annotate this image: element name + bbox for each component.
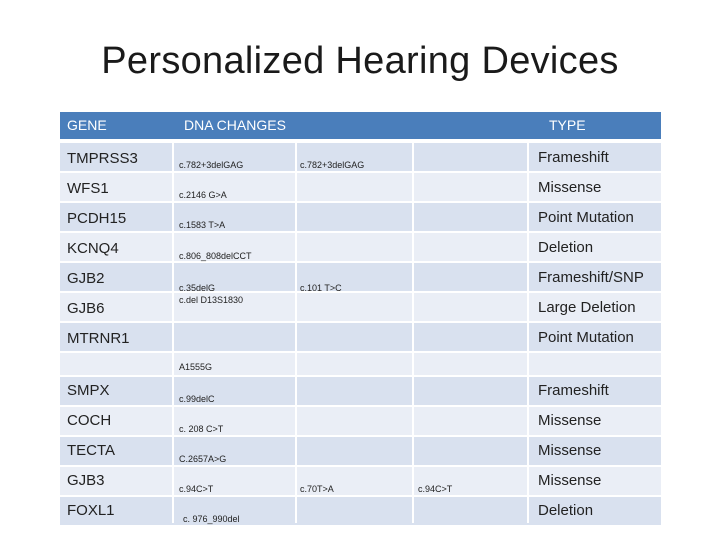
dna-change: C.2657A>G (179, 454, 227, 464)
gene-name: GJB3 (67, 472, 105, 489)
column-divider (172, 141, 174, 523)
mutation-type: Missense (538, 412, 602, 429)
slide-title: Personalized Hearing Devices (101, 40, 619, 82)
gene-name: COCH (67, 412, 112, 429)
mutation-type: Point Mutation (538, 329, 634, 346)
dna-change: c.806_808delCCT (179, 251, 252, 261)
dna-change: c.2146 G>A (179, 190, 227, 200)
dna-change-alt: c.101 T>C (300, 283, 342, 293)
gene-name: TMPRSS3 (67, 150, 138, 167)
gene-name: WFS1 (67, 180, 109, 197)
table-row (60, 351, 661, 375)
mutation-type: Frameshift (538, 382, 609, 399)
dna-change: c.del D13S1830 (179, 295, 244, 305)
gene-name: KCNQ4 (67, 240, 119, 257)
dna-change-alt: c.782+3delGAG (300, 160, 365, 170)
mutation-type: Deletion (538, 502, 594, 519)
column-divider (412, 141, 414, 523)
column-divider (295, 141, 297, 523)
header-dna-changes: DNA CHANGES (184, 117, 286, 133)
gene-name: PCDH15 (67, 210, 127, 227)
mutation-type: Missense (538, 472, 602, 489)
mutation-type: Missense (538, 442, 602, 459)
mutation-type: Point Mutation (538, 209, 634, 226)
mutation-type: Deletion (538, 239, 594, 256)
gene-name: GJB2 (67, 270, 105, 287)
dna-change: c. 208 C>T (179, 424, 224, 434)
gene-name: FOXL1 (67, 502, 115, 519)
dna-change: c.35delG (179, 283, 216, 293)
gene-name: SMPX (67, 382, 110, 399)
mutation-type: Frameshift/SNP (538, 269, 644, 286)
dna-change-alt: c.94C>T (418, 484, 453, 494)
mutation-type: Frameshift (538, 149, 609, 166)
dna-change: A1555G (179, 362, 213, 372)
mutation-type: Large Deletion (538, 299, 636, 316)
header-gene: GENE (67, 117, 107, 133)
gene-name: TECTA (67, 442, 116, 459)
dna-change: c.94C>T (179, 484, 214, 494)
dna-change: c. 976_990del (183, 514, 240, 524)
header-type: TYPE (549, 117, 586, 133)
dna-change: c.1583 T>A (179, 220, 226, 230)
mutation-type: Missense (538, 179, 602, 196)
dna-change: c.99delC (179, 394, 215, 404)
dna-change-alt: c.70T>A (300, 484, 334, 494)
gene-name: GJB6 (67, 300, 105, 317)
column-divider (527, 141, 529, 523)
dna-change: c.782+3delGAG (179, 160, 244, 170)
gene-name: MTRNR1 (67, 330, 130, 347)
